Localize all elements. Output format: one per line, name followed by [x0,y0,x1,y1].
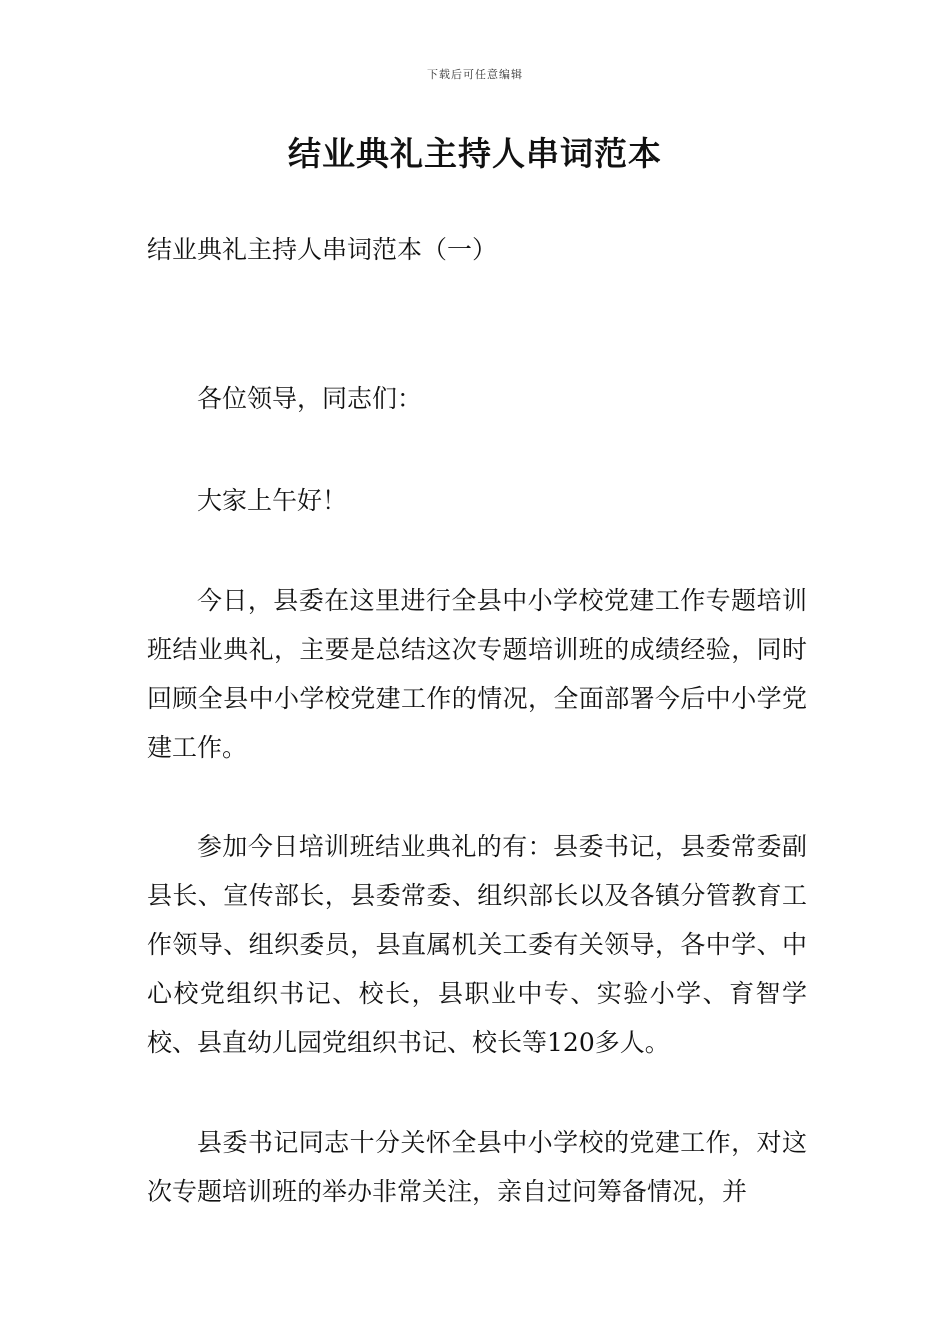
body-paragraph-2: 参加今日培训班结业典礼的有：县委书记，县委常委副县长、宣传部长，县委常委、组织部长以及各镇分管教育工作领导、组织委员，县直属机关工委有关领导，各中学、中心校党组织书记、校长，县职业中专、实验小学、育智学校、县直幼儿园党组织书记、校长等120多人。 [147,832,807,1057]
body-paragraph-1: 今日，县委在这里进行全县中小学校党建工作专题培训班结业典礼，主要是总结这次专题培训班的成绩经验，同时回顾全县中小学校党建工作的情况，全面部署今后中小学党建工作。 [147,586,807,762]
document-title: 结业典礼主持人串词范本 [288,134,662,173]
hello-paragraph: 大家上午好！ [197,486,348,515]
body-paragraph-3: 县委书记同志十分关怀全县中小学校的党建工作，对这次专题培训班的举办非常关注，亲自过问筹备情况，并 [147,1128,807,1206]
greeting-paragraph: 各位领导，同志们： [197,384,423,413]
section-heading: 结业典礼主持人串词范本（一） [147,235,498,264]
header-note: 下载后可任意编辑 [427,68,523,81]
